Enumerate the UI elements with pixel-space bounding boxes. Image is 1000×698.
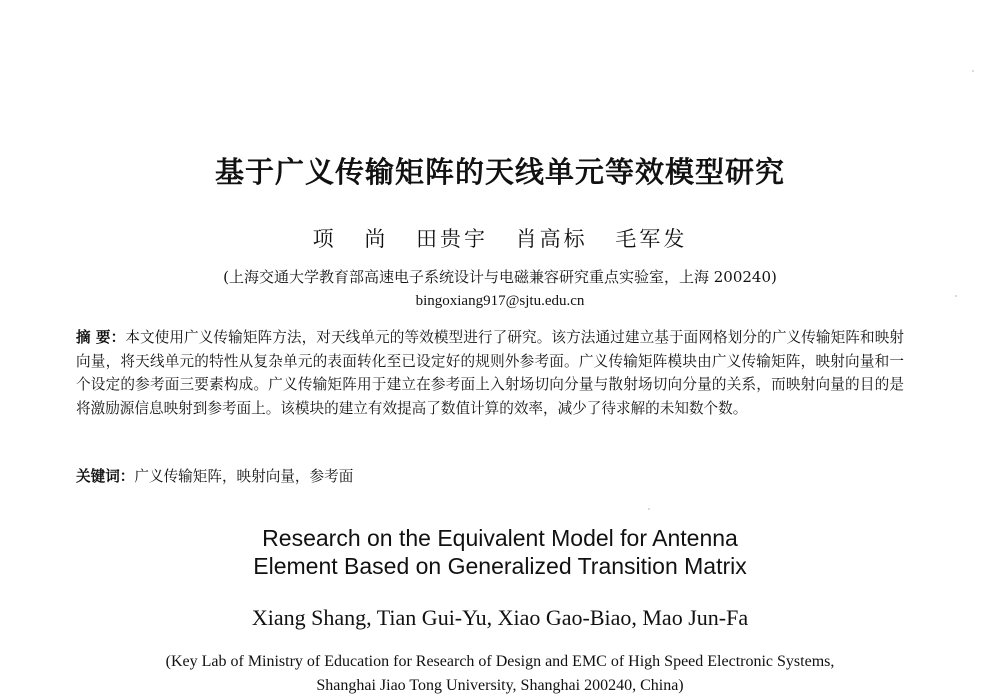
english-affiliation-line-2: Shanghai Jiao Tong University, Shanghai 200240, China)	[316, 677, 684, 694]
chinese-affiliation: (上海交通大学教育部高速电子系统设计与电磁兼容研究重点实验室，上海 200240)	[223, 268, 777, 286]
keywords-label: 关键词：	[76, 468, 135, 485]
scan-speck	[955, 295, 957, 297]
english-affiliation	[0, 650, 1000, 698]
english-affiliation-line-1: (Key Lab of Ministry of Education for Research of Design and EMC of High Speed Electronic Systems,	[165, 653, 835, 670]
english-authors: Xiang Shang, Tian Gui-Yu, Xiao Gao-Biao, Mao Jun-Fa	[251, 605, 749, 630]
chinese-keywords	[76, 465, 904, 486]
english-title-line-1: Research on the Equivalent Model for Antenna	[262, 525, 738, 551]
abstract-text: 本文使用广义传输矩阵方法，对天线单元的等效模型进行了研究。该方法通过建立基于面网格划分的广义传输矩阵和映射向量，将天线单元的特性从复杂单元的表面转化至已设定好的规则外参考面。广义传输矩阵模块由广义传输矩阵，映射向量和一个设定的参考面三要素构成。广义传输矩阵用于建立在参考面上入射场切向分量与散射场切向分量的关系，而映射向量的目的是将激励源信息映射到参考面上。该模块的建立有效提高了数值计算的效率，减少了待求解的未知数个数。	[76, 329, 904, 417]
chinese-title: 基于广义传输矩阵的天线单元等效模型研究	[214, 155, 785, 189]
author-email: bingoxiang917@sjtu.edu.cn	[415, 293, 585, 309]
chinese-authors: 项 尚 田贵宇 肖高标 毛军发	[312, 227, 688, 251]
chinese-abstract	[76, 326, 904, 420]
keywords-text: 广义传输矩阵，映射向量，参考面	[134, 468, 354, 485]
scan-speck	[972, 70, 974, 72]
abstract-label: 摘 要：	[76, 329, 126, 346]
scan-speck	[648, 508, 650, 510]
english-title	[0, 524, 1000, 580]
english-title-line-2: Element Based on Generalized Transition Matrix	[253, 553, 747, 579]
